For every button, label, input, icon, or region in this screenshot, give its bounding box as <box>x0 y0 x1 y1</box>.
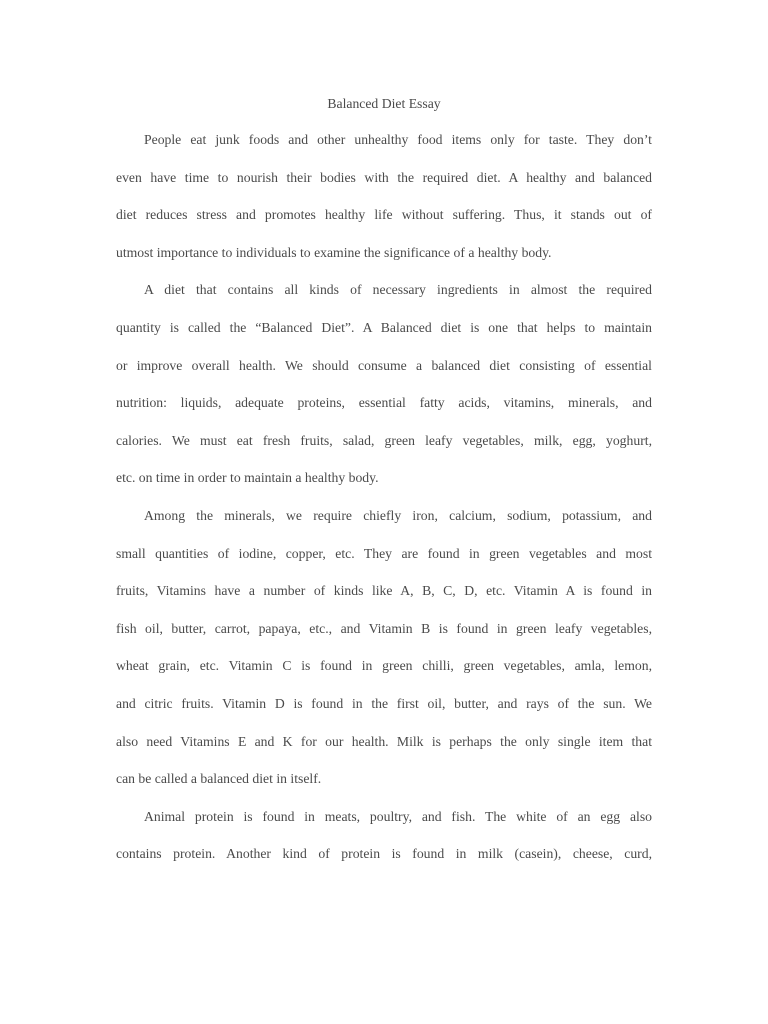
text-line: utmost importance to individuals to examine the significance of a healthy body. <box>116 244 552 260</box>
text-line: fish oil, butter, carrot, papaya, etc., and Vitamin B is found in green leafy vegetables, <box>116 620 652 636</box>
text-line: and citric fruits. Vitamin D is found in the first oil, butter, and rays of the sun. We <box>116 695 652 711</box>
text-line: can be called a balanced diet in itself. <box>116 771 322 787</box>
text-line: etc. on time in order to maintain a healthy body. <box>116 470 379 486</box>
text-line: nutrition: liquids, adequate proteins, essential fatty acids, vitamins, minerals, and <box>116 395 652 411</box>
text-line: quantity is called the “Balanced Diet”. A Balanced diet is one that helps to maintain <box>116 319 652 335</box>
paragraph-2 <box>116 278 652 504</box>
paragraph-3 <box>116 504 652 805</box>
text-line: calories. We must eat fresh fruits, salad, green leafy vegetables, milk, egg, yoghurt, <box>116 432 652 448</box>
text-line: Animal protein is found in meats, poultry, and fish. The white of an egg also <box>144 808 652 824</box>
text-line: Among the minerals, we require chiefly iron, calcium, sodium, potassium, and <box>144 507 652 523</box>
paragraph-4 <box>116 805 652 880</box>
text-line: small quantities of iodine, copper, etc. They are found in green vegetables and most <box>116 545 652 561</box>
text-line: even have time to nourish their bodies with the required diet. A healthy and balanced <box>116 169 652 185</box>
text-line: or improve overall health. We should consume a balanced diet consisting of essential <box>116 357 652 373</box>
text-line: wheat grain, etc. Vitamin C is found in green chilli, green vegetables, amla, lemon, <box>116 658 652 674</box>
text-line: contains protein. Another kind of protein is found in milk (casein), cheese, curd, <box>116 846 652 862</box>
essay-title: Balanced Diet Essay <box>327 96 441 111</box>
essay-body <box>116 92 652 880</box>
text-line: fruits, Vitamins have a number of kinds like A, B, C, D, etc. Vitamin A is found in <box>116 583 652 599</box>
text-line: People eat junk foods and other unhealthy food items only for taste. They don’t <box>144 132 652 147</box>
text-line: diet reduces stress and promotes healthy life without suffering. Thus, it stands out of <box>116 207 652 223</box>
text-line: also need Vitamins E and K for our health. Milk is perhaps the only single item that <box>116 733 652 749</box>
text-line: A diet that contains all kinds of necessary ingredients in almost the required <box>144 282 652 298</box>
paragraph-1 <box>116 128 652 278</box>
